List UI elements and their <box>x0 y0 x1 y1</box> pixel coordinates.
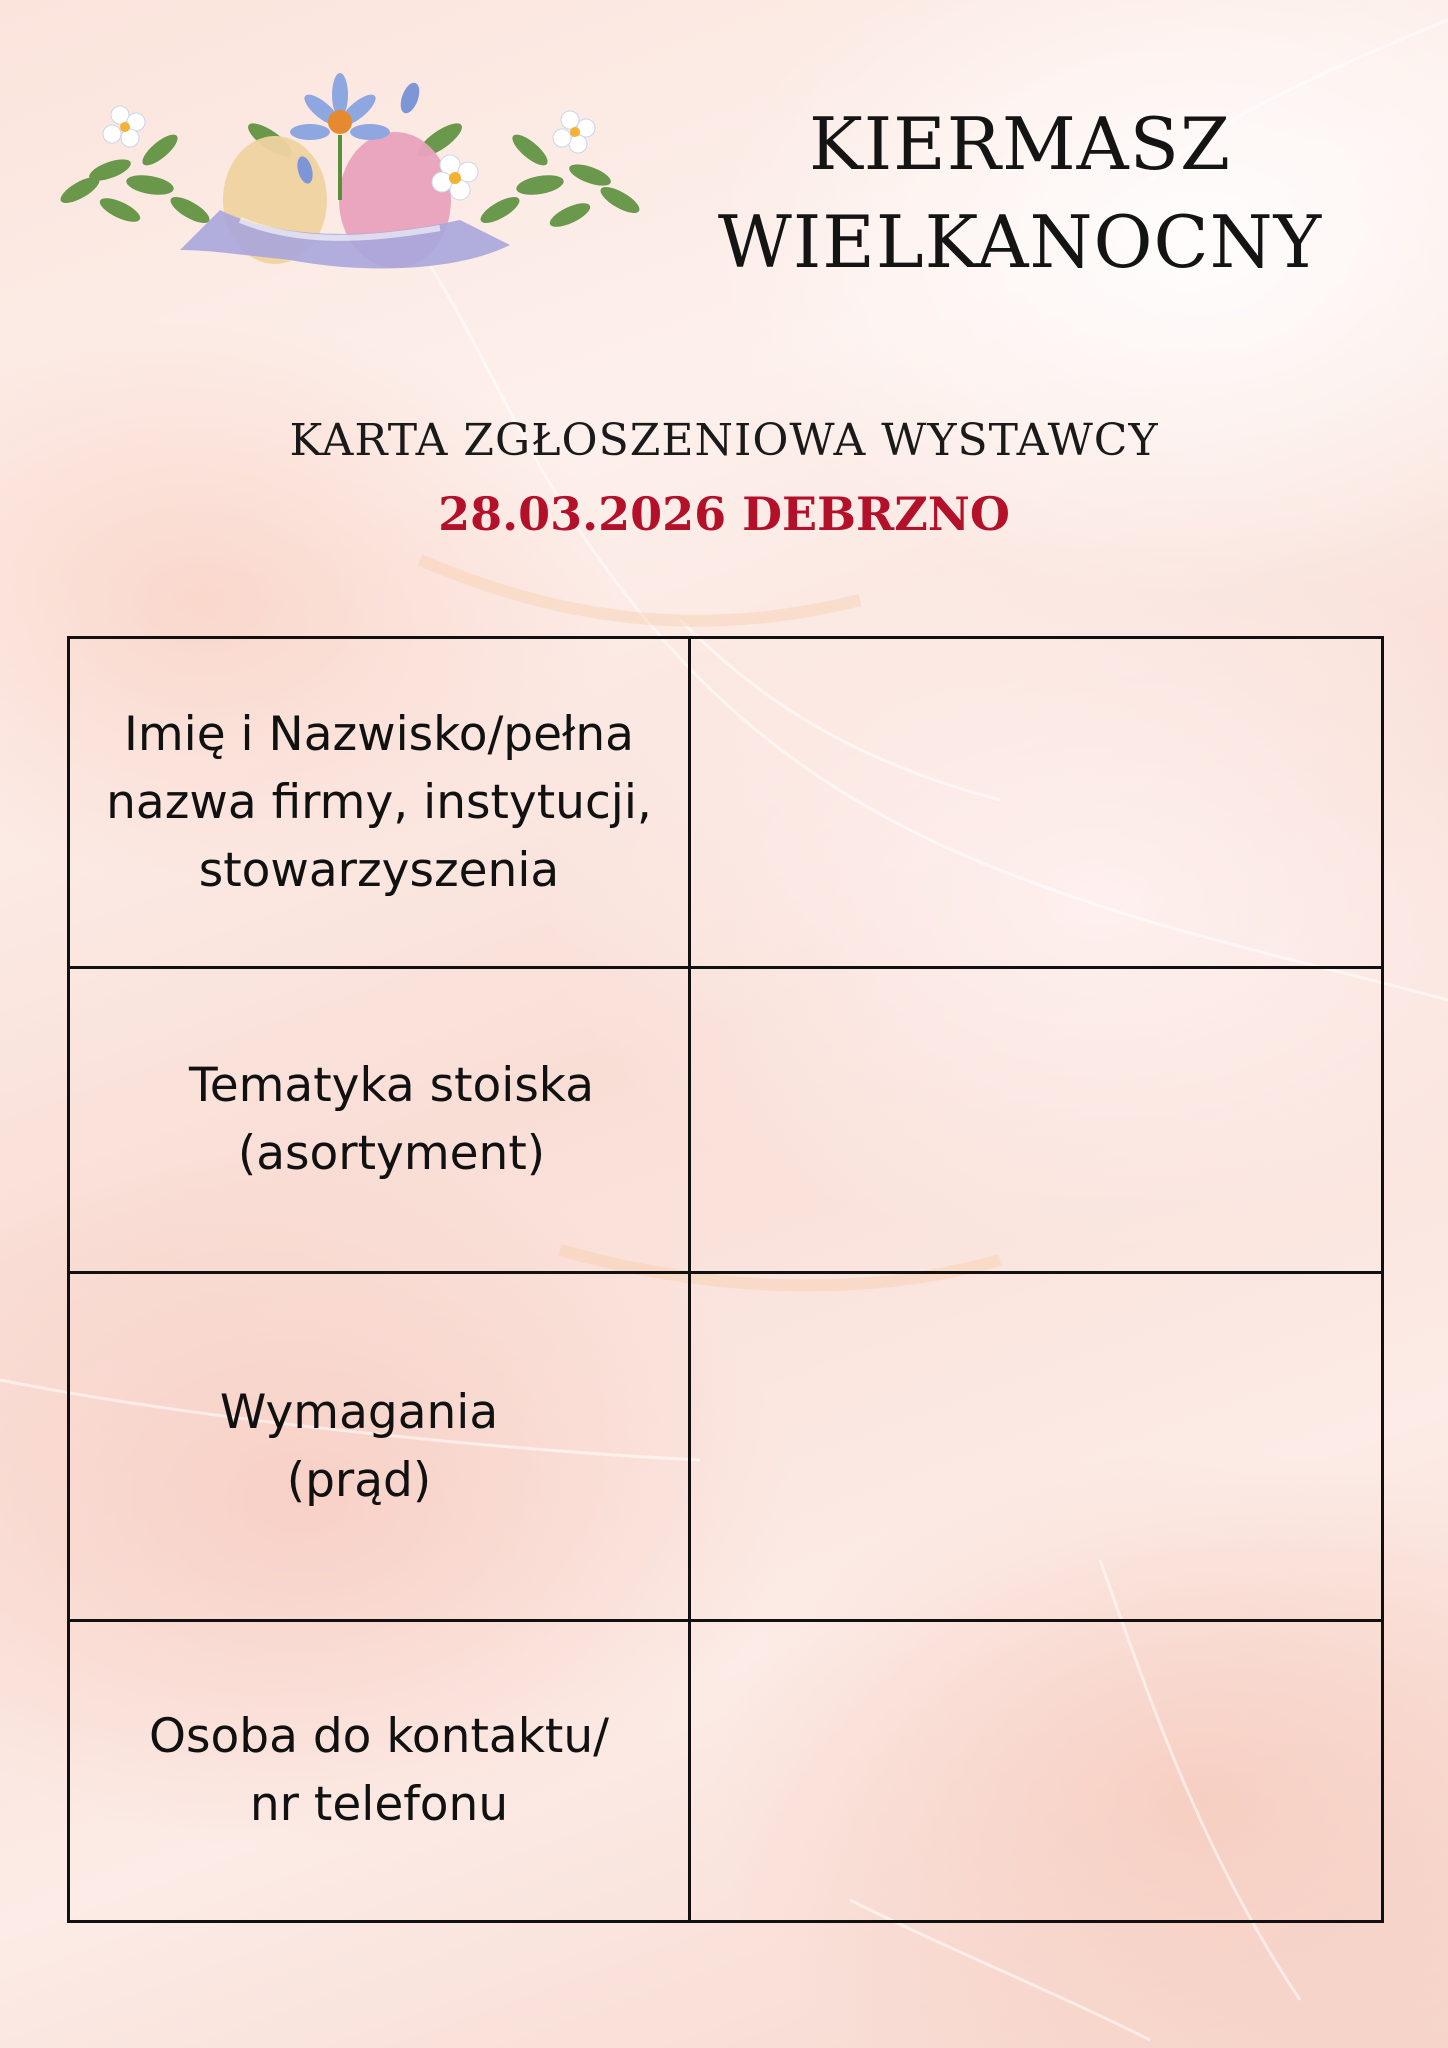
row-label-cell <box>69 1273 690 1621</box>
row-label-cell <box>69 1621 690 1922</box>
requirements-label: Wymagania (prąd) <box>219 1384 499 1508</box>
easter-eggs-floral-icon <box>40 60 650 280</box>
form-subtitle: KARTA ZGŁOSZENIOWA WYSTAWCY <box>289 415 1159 466</box>
row-label-cell <box>69 638 690 968</box>
event-date-location: 28.03.2026 DEBRZNO <box>438 487 1010 541</box>
requirements-field[interactable] <box>690 1273 1383 1621</box>
table-row <box>69 968 1383 1273</box>
contact-value[interactable] <box>691 1622 1381 1920</box>
table-row <box>69 1621 1383 1922</box>
name-label: Imię i Nazwisko/pełna nazwa firmy, instytucji, stowarzyszenia <box>106 706 652 898</box>
stand-theme-field[interactable] <box>690 968 1383 1273</box>
name-field[interactable] <box>690 638 1383 968</box>
stand-theme-value[interactable] <box>691 969 1381 1271</box>
title-line-1: KIERMASZ <box>808 102 1232 186</box>
page-title <box>700 95 1340 291</box>
table-row <box>69 638 1383 968</box>
requirements-value[interactable] <box>691 1274 1381 1619</box>
contact-label: Osoba do kontaktu/ nr telefonu <box>149 1709 609 1832</box>
registration-form-table <box>67 636 1384 1923</box>
row-label-cell <box>69 968 690 1273</box>
stand-theme-label: Tematyka stoiska (asortyment) <box>188 1058 594 1181</box>
contact-field[interactable] <box>690 1621 1383 1922</box>
table-row <box>69 1273 1383 1621</box>
title-line-2: WIELKANOCNY <box>717 200 1323 284</box>
name-value[interactable] <box>691 639 1381 966</box>
